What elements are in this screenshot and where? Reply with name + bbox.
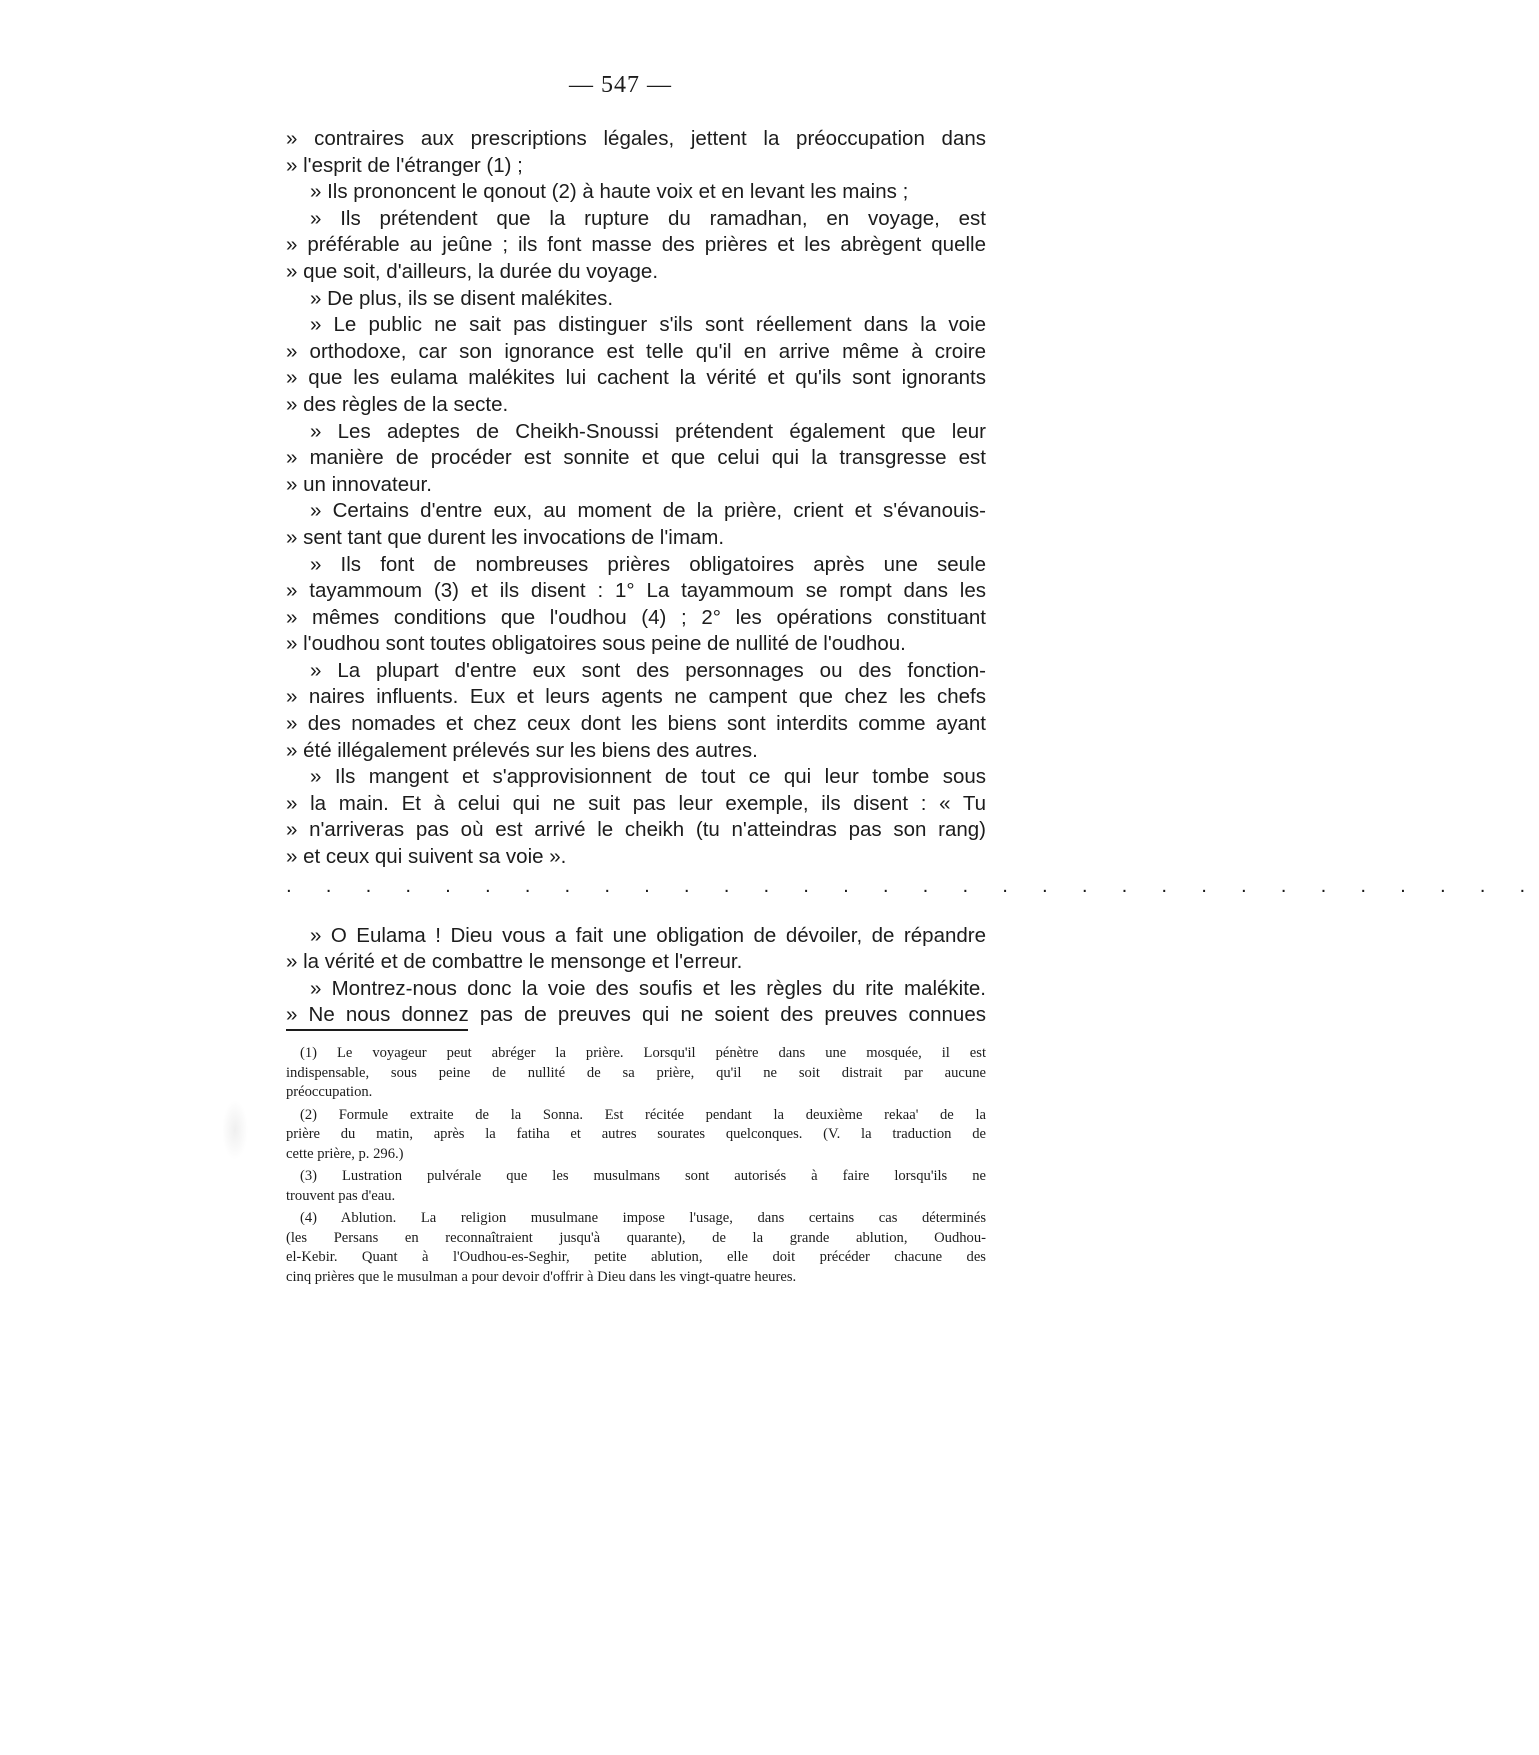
text-line: » des nomades et chez ceux dont les biens sont interdits comme ayant xyxy=(286,712,986,736)
text-line: » l'esprit de l'étranger (1) ; xyxy=(286,153,523,177)
text-line: » Les adeptes de Cheikh-Snoussi prétendent également que leur xyxy=(310,419,986,443)
text-line: » manière de procéder est sonnite et que celui qui la transgresse est xyxy=(286,446,986,470)
footnote-4 xyxy=(286,1209,986,1287)
text-line: » la main. Et à celui qui ne suit pas leur exemple, ils disent : « Tu xyxy=(286,791,986,815)
footnote-line: el-Kebir. Quant à l'Oudhou-es-Seghir, petite ablution, elle doit précéder chacune des xyxy=(286,1249,986,1265)
text-line: » Ne nous donnez pas de preuves qui ne soient des preuves connues xyxy=(286,1003,986,1027)
text-line: » un innovateur. xyxy=(286,472,432,496)
footnote-line: trouvent pas d'eau. xyxy=(286,1187,396,1204)
paragraphs-top xyxy=(286,126,986,871)
footnote-rule xyxy=(286,1029,468,1031)
text-line: » mêmes conditions que l'oudhou (4) ; 2° les opérations constituant xyxy=(286,605,986,629)
text-line: » l'oudhou sont toutes obligatoires sous peine de nullité de l'oudhou. xyxy=(286,632,906,656)
text-line: » orthodoxe, car son ignorance est telle qu'il en arrive même à croire xyxy=(286,339,986,363)
footnote-line: (3) Lustration pulvérale que les musulmans sont autorisés à faire lorsqu'ils ne xyxy=(300,1168,986,1184)
paragraphs-bottom xyxy=(286,923,986,1029)
text-line: » Ils font de nombreuses prières obligatoires après une seule xyxy=(310,552,986,576)
text-line: » Le public ne sait pas distinguer s'ils sont réellement dans la voie xyxy=(310,313,986,337)
text-line: » De plus, ils se disent malékites. xyxy=(310,286,614,310)
text-line: » O Eulama ! Dieu vous a fait une obligation de dévoiler, de répandre xyxy=(310,923,986,947)
text-line: » Ils prétendent que la rupture du ramadhan, en voyage, est xyxy=(310,206,986,230)
text-line: » que les eulama malékites lui cachent la vérité et qu'ils sont ignorants xyxy=(286,366,986,390)
text-line: » et ceux qui suivent sa voie ». xyxy=(286,845,567,869)
footnote-line: (les Persans en reconnaîtraient jusqu'à quarante), de la grande ablution, Oudhou- xyxy=(286,1229,986,1246)
text-line: » contraires aux prescriptions légales, jettent la préoccupation dans xyxy=(286,127,986,150)
text-line: » Ils prononcent le qonout (2) à haute voix et en levant les mains ; xyxy=(310,180,909,204)
text-line: » Ils mangent et s'approvisionnent de tout ce qui leur tombe sous xyxy=(310,765,986,789)
footnote-line: (1) Le voyageur peut abréger la prière. Lorsqu'il pénètre dans une mosquée, il est xyxy=(300,1045,986,1061)
paper-stain xyxy=(222,1100,248,1160)
footnote-line: (2) Formule extraite de la Sonna. Est récitée pendant la deuxième rekaa' de la xyxy=(300,1106,986,1123)
text-line: » été illégalement prélevés sur les biens des autres. xyxy=(286,738,758,762)
section-gap xyxy=(286,901,986,923)
text-line: » que soit, d'ailleurs, la durée du voyage. xyxy=(286,259,659,283)
text-line: » tayammoum (3) et ils disent : 1° La tayammoum se rompt dans les xyxy=(286,579,986,603)
footnote-line: indispensable, sous peine de nullité de sa prière, qu'il ne soit distrait par aucune xyxy=(286,1064,986,1081)
footnote-3 xyxy=(286,1167,986,1206)
footnote-line: prière du matin, après la fatiha et autres sourates quelconques. (V. la traduction de xyxy=(286,1126,986,1142)
text-line: » la vérité et de combattre le mensonge et l'erreur. xyxy=(286,950,743,974)
footnote-line: préoccupation. xyxy=(286,1084,373,1100)
text-line: » des règles de la secte. xyxy=(286,392,509,416)
ellipsis-separator: . . . . . . . . . . . . . . . . . . . . . . . . . . . . . . . . xyxy=(286,873,1539,897)
footnote-line: (4) Ablution. La religion musulmane impose l'usage, dans certains cas déterminés xyxy=(300,1210,986,1226)
main-text xyxy=(286,126,1539,1029)
footnote-1 xyxy=(286,1044,986,1103)
footnote-2 xyxy=(286,1106,986,1165)
footnote-line: cinq prières que le musulman a pour devoir d'offrir à Dieu dans les vingt-quatre heures. xyxy=(286,1268,797,1285)
text-line: » n'arriveras pas où est arrivé le cheikh (tu n'atteindras pas son rang) xyxy=(286,818,986,842)
page-number: — 547 — xyxy=(569,72,672,98)
text-line: » sent tant que durent les invocations de l'imam. xyxy=(286,525,725,549)
text-line: » préférable au jeûne ; ils font masse des prières et les abrègent quelle xyxy=(286,233,986,257)
text-line: » La plupart d'entre eux sont des personnages ou des fonction- xyxy=(310,658,986,682)
footnote-line: cette prière, p. 296.) xyxy=(286,1145,404,1162)
text-line: » naires influents. Eux et leurs agents ne campent que chez les chefs xyxy=(286,685,986,709)
text-line: » Certains d'entre eux, au moment de la prière, crient et s'évanouis- xyxy=(310,499,986,523)
footnotes xyxy=(286,1044,986,1290)
text-line: » Montrez-nous donc la voie des soufis et les règles du rite malékite. xyxy=(310,976,986,1000)
